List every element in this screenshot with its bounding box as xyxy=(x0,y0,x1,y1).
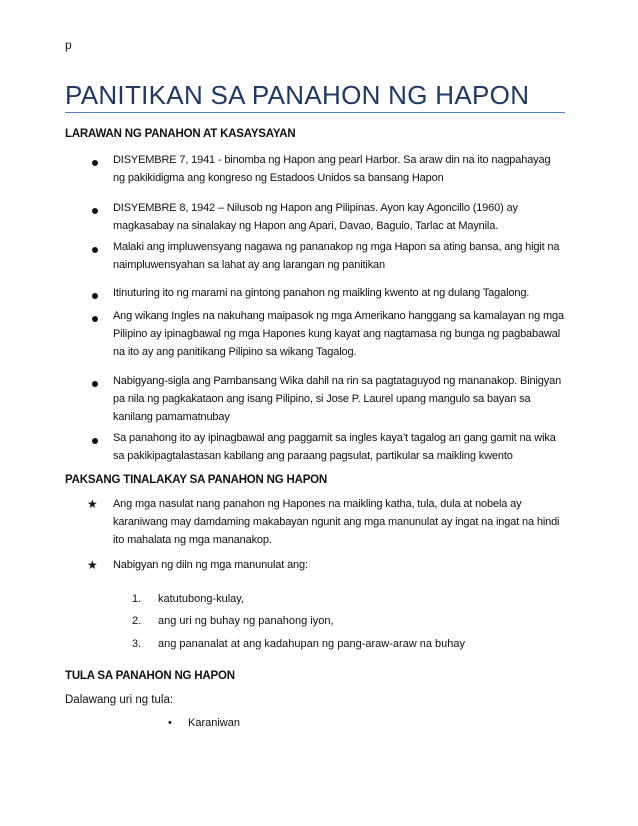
list-item: Ang mga nasulat nang panahon ng Hapones na maikling katha, tula, dula at nobela ay karaniwang may damdaming makabayan ngunit ang mga manunulat ay ingat na ingat na hindi ito mahalata ng mga mananakop. xyxy=(113,498,560,546)
list-item: Malaki ang impluwensyang nagawa ng pananakop ng mga Hapon sa ating bansa, ang higit na naimpluwensyahan sa lahat ay ang larangan ng panitikan xyxy=(113,241,560,271)
list-number: 1. xyxy=(132,593,142,605)
list-item: Ang wikang Ingles na nakuhang maipasok ng mga Amerikano hanggang sa kamalayan ng mga Pilipino ay ipinagbawal ng mga Hapones kung kayat ang nagtamasa ng bunga ng pagbabawal na ito ay ang panitikang Pilipino sa wikang Tagalog. xyxy=(113,310,564,358)
page-letter: p xyxy=(65,38,72,52)
page-title: PANITIKAN SA PANAHON NG HAPON xyxy=(65,80,530,110)
numbered-item: ang uri ng buhay ng panahong iyon, xyxy=(158,615,334,627)
section-heading-tula: TULA SA PANAHON NG HAPON xyxy=(65,670,235,682)
title-rule xyxy=(65,112,565,113)
numbered-item: ang pananalat at ang kadahupan ng pang-araw-araw na buhay xyxy=(158,638,466,650)
list-number: 2. xyxy=(132,615,142,627)
bullet-icon xyxy=(92,381,98,387)
list-item: Nabigyang-sigla ang Pambansang Wika dahil na rin sa pagtataguyod ng mananakop. Binigyan pa nila ng pagkakataon ang isang Pilipino, si Jose P. Laurel upang mangulo sa bayan sa kanilang pamamatnubay xyxy=(113,375,562,423)
bullet-icon xyxy=(92,160,98,166)
bullet-icon xyxy=(92,293,98,299)
section-heading-larawan: LARAWAN NG PANAHON AT KASAYSAYAN xyxy=(65,128,296,140)
list-item: DISYEMBRE 7, 1941 - binomba ng Hapon ang pearl Harbor. Sa araw din na ito nagpahayag ng pakikidigma ang kongreso ng Estadoos Unidos sa bansang Hapon xyxy=(113,154,551,184)
star-icon: ★ xyxy=(87,497,98,511)
star-icon: ★ xyxy=(87,558,98,572)
bullet-icon xyxy=(92,247,98,253)
list-item: DISYEMBRE 8, 1942 – Nilusob ng Hapon ang Pilipinas. Ayon kay Agoncillo (1960) ay magkasabay na sinalakay ng Hapon ang Apari, Davao, Baguio, Tarlac at Maynila. xyxy=(113,202,518,232)
bullet-icon xyxy=(92,208,98,214)
numbered-item: katutubong-kulay, xyxy=(158,593,245,605)
intro-text: Dalawang uri ng tula: xyxy=(65,694,174,706)
section-heading-paksang: PAKSANG TINALAKAY SA PANAHON NG HAPON xyxy=(65,474,328,486)
list-item: Karaniwan xyxy=(188,717,240,729)
bullet-icon xyxy=(92,316,98,322)
bullet-icon: • xyxy=(168,717,172,729)
list-item: Itinuturing ito ng marami na gintong panahon ng maikling kwento at ng dulang Tagalong. xyxy=(113,287,530,299)
list-item: Nabigyan ng diin ng mga manunulat ang: xyxy=(113,559,308,571)
bullet-icon xyxy=(92,438,98,444)
list-number: 3. xyxy=(132,638,142,650)
list-item: Sa panahong ito ay ipinagbawal ang paggamit sa ingles kaya’t tagalog an gang gamit na wika sa pakikipagtalastasan kabilang ang paraang pagsulat, partikular sa maikling kwento xyxy=(113,432,556,462)
